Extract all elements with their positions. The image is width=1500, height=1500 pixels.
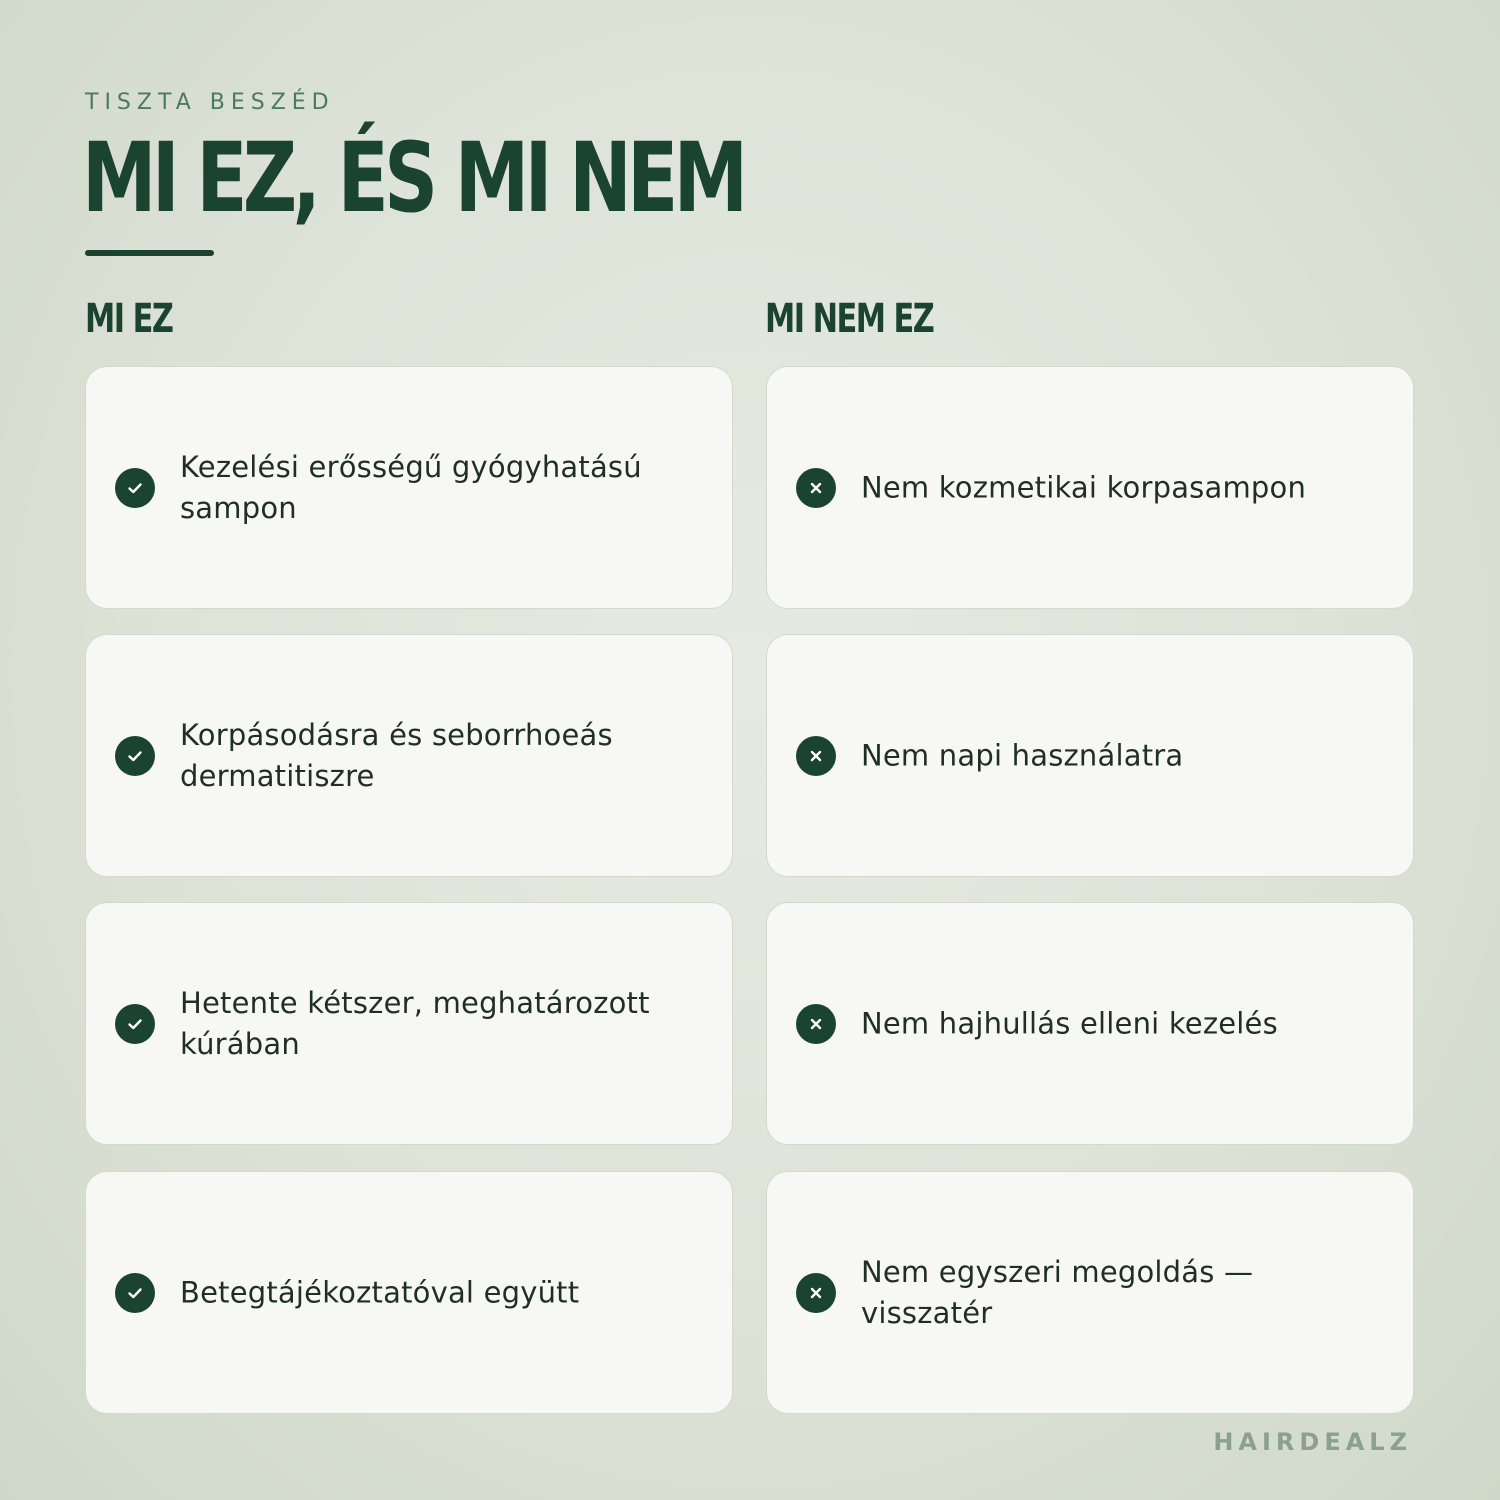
is-card (85, 902, 733, 1145)
eyebrow-label: TISZTA BESZÉD (85, 90, 335, 115)
is-card (85, 366, 733, 609)
check-icon (115, 736, 155, 776)
is-card-text: Betegtájékoztatóval együtt (180, 1275, 580, 1309)
is-not-card (766, 366, 1414, 609)
is-card-text: Korpásodásra és seborrhoeás dermatitiszre (180, 717, 613, 793)
x-icon (796, 736, 836, 776)
title-underline (85, 250, 214, 256)
check-icon (115, 1004, 155, 1044)
x-icon (796, 1273, 836, 1313)
brand-logo-text: HAIRDEALZ (1213, 1428, 1412, 1456)
is-card (85, 634, 733, 877)
page-title: MI EZ, ÉS MI NEM (82, 122, 744, 234)
check-icon (115, 468, 155, 508)
is-not-card-text: Nem egyszeri megoldás — visszatér (861, 1254, 1254, 1330)
is-not-card (766, 902, 1414, 1145)
column-heading-is-not: MI NEM EZ (765, 296, 934, 342)
is-not-card (766, 1171, 1414, 1414)
is-card (85, 1171, 733, 1414)
is-not-card-text: Nem kozmetikai korpasampon (861, 470, 1307, 504)
is-card-text: Kezelési erősségű gyógyhatású sampon (180, 449, 642, 525)
is-card-text: Hetente kétszer, meghatározott kúrában (180, 985, 650, 1061)
x-icon (796, 1004, 836, 1044)
check-icon (115, 1273, 155, 1313)
is-not-card-text: Nem napi használatra (861, 738, 1184, 772)
is-not-card (766, 634, 1414, 877)
column-heading-is: MI EZ (85, 296, 173, 342)
is-not-card-text: Nem hajhullás elleni kezelés (861, 1006, 1278, 1040)
x-icon (796, 468, 836, 508)
